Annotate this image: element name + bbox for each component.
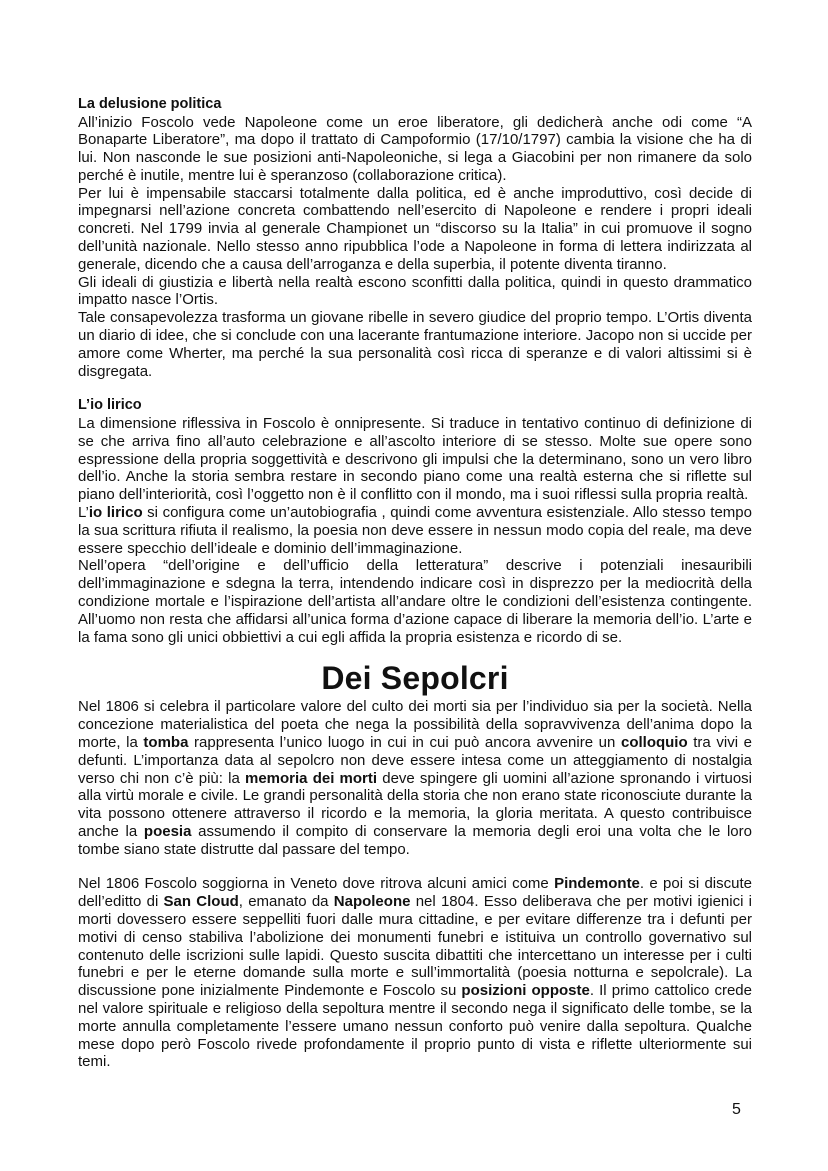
spacer <box>78 380 752 397</box>
bold-term: Pindemonte <box>554 875 640 893</box>
section-title-delusione-politica: La delusione politica <box>78 96 222 112</box>
bold-term: memoria dei morti <box>244 769 378 787</box>
text-run: rappresenta l’unico luogo in cui in cui può ancora avvenire un <box>188 733 621 751</box>
bold-term: tomba <box>143 733 189 751</box>
text-run: , emanato da <box>238 893 334 911</box>
paragraph: Tale consapevolezza trasforma un giovane ribelle in severo giudice del proprio tempo. L’Ortis diventa un diario di idee, che si conclude con una lacerante frantumazione interiore. Jacopo non si uccide per amore come Wherter, ma perché la sua personalità così ricca di speranze e di valori altissimi si è disgregata. <box>78 309 752 380</box>
paragraph <box>78 698 752 858</box>
bold-term: posizioni opposte <box>461 982 590 1000</box>
text-run: Nel 1806 Foscolo soggiorna in Veneto dove ritrova alcuni amici come <box>78 875 555 893</box>
paragraph <box>78 875 752 1071</box>
section-title-io-lirico: L’io lirico <box>78 397 142 414</box>
text-run: Nel 1806 si celebra il particolare valore del culto dei morti sia per l’individuo sia per la società. Nella concezione materialistica del poeta che nega la possibilità della sopravvivenza dell’anima dopo la morte, la <box>78 698 752 751</box>
bold-term: San Cloud <box>163 893 239 911</box>
paragraph: Nell’opera “dell’origine e dell’ufficio della letteratura” descrive i potenziali inesauribili dell’immaginazione e sdegna la terra, intendendo indicare così in disprezzo per la mediocrità della condizione mortale e l’ispirazione dell’artista all’andare oltre le condizioni dell’esistenza contingente. All’uomo non resta che affidarsi all’unica forma d’azione capace di liberare la memoria dell’io. L’arte e la fama sono gli unici obbiettivi a cui egli affida la propria esistenza e ricordo di se. <box>78 557 752 646</box>
paragraph: La dimensione riflessiva in Foscolo è onnipresente. Si traduce in tentativo continuo di definizione di se che arriva fino all’auto celebrazione e all’ascolto interiore di se stesso. Molte sue opere sono espressione della propria soggettività e descrivono gli impulsi che la determinano, sono un vero libro dell’io. Anche la storia sembra restare in secondo piano come una realtà esterna che si riflette sul piano dell’interiorità, così l’oggetto non è il conflitto con il mondo, ma i suoi riflessi sulla propria realtà. <box>78 414 752 504</box>
paragraph: Per lui è impensabile staccarsi totalmente dalla politica, ed è anche improduttivo, così decide di impegnarsi nell’azione concreta combattendo nell’esercito di Napoleone e rendere i propri ideali concreti. Nel 1799 invia al generale Championet un “discorso su la Italia” in cui promuove il sogno dell’unità nazionale. Nello stesso anno ripubblica l’ode a Napoleone in forma di lettera indirizzata al generale, dicendo che a causa dell’arroganza e della superbia, il potente diventa tiranno. <box>78 184 752 273</box>
text-run: tra vivi e defunti. L’importanza data al sepolcro non deve essere intesa come un atteggiamento di nostalgia verso chi non c’è più: la <box>78 733 752 787</box>
page-number: 5 <box>732 1101 741 1118</box>
text-run: deve spingere gli uomini all’azione spronando i virtuosi alla virtù morale e civile. Le grandi personalità della storia che non erano state riconosciute durante la vita possono ottenere attraverso il ricordo e la memoria, la gloria meritata. A questo contribuisce anche la <box>78 769 752 840</box>
text-run: si configura come un’autobiografia , quindi come avventura esistenziale. Allo stesso tempo la sua scrittura rifiuta il realismo, la poesia non deve essere in nessun modo copia del reale, ma deve essere specchio dell’ideale e dominio dell’immaginazione. <box>78 503 752 557</box>
spacer <box>78 858 752 875</box>
bold-term: io lirico <box>88 503 143 521</box>
bold-term: colloquio <box>620 733 688 751</box>
text-run: . e poi si discute dell’editto di <box>78 875 752 911</box>
bold-term: Napoleone <box>333 893 411 911</box>
paragraph: All’inizio Foscolo vede Napoleone come un eroe liberatore, gli dedicherà anche odi come “A Bonaparte Liberatore”, ma dopo il trattato di Campoformio (17/10/1797) cambia la visione che ha di lui. Non nasconde le sue posizioni anti-Napoleoniche, si lega a Giacobini per non rimanere da solo perché è inutile, mentre lui è speranzoso (collaborazione critica). <box>78 113 752 184</box>
heading-dei-sepolcri: Dei Sepolcri <box>321 660 509 697</box>
text-run: . Il primo cattolico crede nel valore spirituale e religioso della sepoltura mentre il secondo nega il significato delle tombe, se la morte annulla completamente l’essere umano nessun conforto può venire dalla sepoltura. Qualche mese dopo però Foscolo rivede profondamente il proprio punto di vista e riflette ulteriormente sui temi. <box>78 982 752 1071</box>
text-run: assumendo il compito di conservare la memoria degli eroi una volta che le loro tombe siano state distrutte dal passare del tempo. <box>78 822 752 858</box>
paragraph <box>78 504 752 557</box>
bold-term: poesia <box>143 822 192 840</box>
document-page <box>78 96 752 1071</box>
paragraph: Gli ideali di giustizia e libertà nella realtà escono sconfitti dalla politica, quindi in questo drammatico impatto nasce l’Ortis. <box>78 273 752 309</box>
text-run: nel 1804. Esso deliberava che per motivi igienici i morti dovessero essere seppelliti fuori dalle mura cittadine, e per evitare differenze tra i defunti per motivi di censo stabiliva l’abolizione dei monumenti funebri e istituiva un controllo governativo sul contenuto delle iscrizioni sulle lapidi. Questo suscita dibattiti che intercettano un interesse per i culti funebri e per le eterne domande sulla morte e sull’immortalità (poesia notturna e sepolcrale). La discussione pone inizialmente Pindemonte e Foscolo su <box>78 893 752 1000</box>
text-run: L’ <box>78 503 89 521</box>
